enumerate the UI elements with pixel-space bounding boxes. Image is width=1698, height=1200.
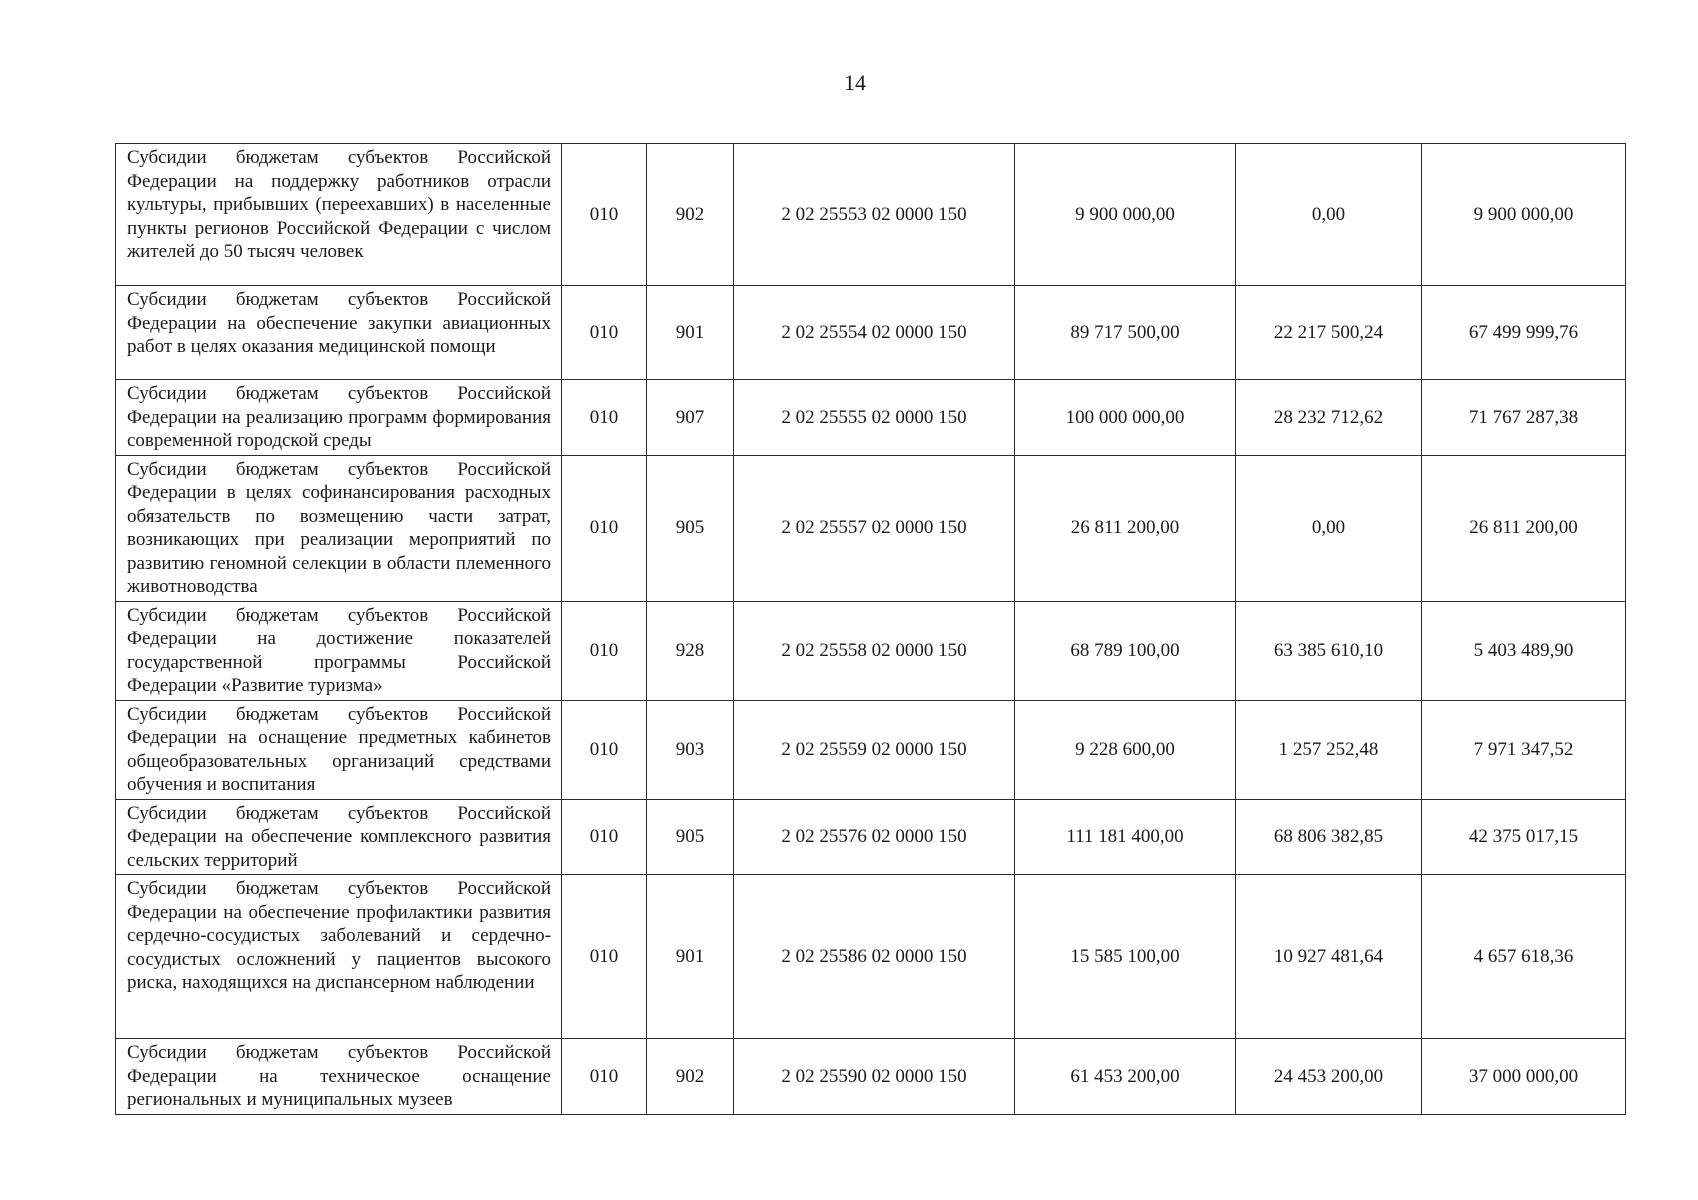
row-remaining: 9 900 000,00 [1422, 144, 1626, 286]
row-code-1: 010 [562, 1039, 647, 1115]
row-description: Субсидии бюджетам субъектов Российской Федерации на обеспечение закупки авиационных работ в целях оказания медицинской помощи [116, 286, 562, 380]
row-executed: 63 385 610,10 [1236, 601, 1422, 700]
row-code-2: 902 [647, 144, 734, 286]
row-executed: 0,00 [1236, 144, 1422, 286]
row-code-2: 905 [647, 455, 734, 601]
subsidies-table [115, 143, 1626, 1115]
row-remaining: 26 811 200,00 [1422, 455, 1626, 601]
row-kbk: 2 02 25557 02 0000 150 [734, 455, 1015, 601]
row-code-1: 010 [562, 700, 647, 799]
row-code-2: 928 [647, 601, 734, 700]
row-kbk: 2 02 25590 02 0000 150 [734, 1039, 1015, 1115]
row-description: Субсидии бюджетам субъектов Российской Федерации на обеспечение комплексного развития сельских территорий [116, 799, 562, 875]
row-description: Субсидии бюджетам субъектов Российской Федерации на реализацию программ формирования современной городской среды [116, 380, 562, 456]
row-code-1: 010 [562, 601, 647, 700]
table-row [116, 380, 1626, 456]
table-row [116, 1039, 1626, 1115]
row-code-2: 901 [647, 286, 734, 380]
row-code-1: 010 [562, 875, 647, 1039]
row-executed: 22 217 500,24 [1236, 286, 1422, 380]
table-row [116, 875, 1626, 1039]
row-remaining: 5 403 489,90 [1422, 601, 1626, 700]
row-description: Субсидии бюджетам субъектов Российской Федерации в целях софинансирования расходных обязательств по возмещению части затрат, возникающих при реализации мероприятий по развитию геномной селекции в области племенного животноводства [116, 455, 562, 601]
table-row [116, 601, 1626, 700]
row-remaining: 71 767 287,38 [1422, 380, 1626, 456]
page-number: 14 [844, 70, 866, 95]
row-kbk: 2 02 25553 02 0000 150 [734, 144, 1015, 286]
row-executed: 28 232 712,62 [1236, 380, 1422, 456]
table-row [116, 799, 1626, 875]
row-code-2: 905 [647, 799, 734, 875]
row-kbk: 2 02 25559 02 0000 150 [734, 700, 1015, 799]
row-planned: 111 181 400,00 [1015, 799, 1236, 875]
row-kbk: 2 02 25554 02 0000 150 [734, 286, 1015, 380]
row-kbk: 2 02 25558 02 0000 150 [734, 601, 1015, 700]
row-description: Субсидии бюджетам субъектов Российской Федерации на достижение показателей государственной программы Российской Федерации «Развитие туризма» [116, 601, 562, 700]
row-planned: 26 811 200,00 [1015, 455, 1236, 601]
row-code-2: 907 [647, 380, 734, 456]
row-code-2: 903 [647, 700, 734, 799]
row-planned: 68 789 100,00 [1015, 601, 1236, 700]
row-remaining: 67 499 999,76 [1422, 286, 1626, 380]
table-row [116, 144, 1626, 286]
table-row [116, 700, 1626, 799]
row-code-1: 010 [562, 380, 647, 456]
row-description: Субсидии бюджетам субъектов Российской Федерации на обеспечение профилактики развития сердечно-сосудистых заболеваний и сердечно-сосудистых осложнений у пациентов высокого риска, находящихся на диспансерном наблюдении [116, 875, 562, 1039]
row-remaining: 4 657 618,36 [1422, 875, 1626, 1039]
table-row [116, 455, 1626, 601]
row-code-1: 010 [562, 455, 647, 601]
row-description: Субсидии бюджетам субъектов Российской Федерации на поддержку работников отрасли культуры, прибывших (переехавших) в населенные пункты регионов Российской Федерации с числом жителей до 50 тысяч человек [116, 144, 562, 286]
row-description: Субсидии бюджетам субъектов Российской Федерации на оснащение предметных кабинетов общеобразовательных организаций средствами обучения и воспитания [116, 700, 562, 799]
row-executed: 1 257 252,48 [1236, 700, 1422, 799]
row-remaining: 37 000 000,00 [1422, 1039, 1626, 1115]
row-kbk: 2 02 25576 02 0000 150 [734, 799, 1015, 875]
row-planned: 15 585 100,00 [1015, 875, 1236, 1039]
row-planned: 89 717 500,00 [1015, 286, 1236, 380]
row-executed: 24 453 200,00 [1236, 1039, 1422, 1115]
row-executed: 0,00 [1236, 455, 1422, 601]
row-code-2: 902 [647, 1039, 734, 1115]
row-planned: 61 453 200,00 [1015, 1039, 1236, 1115]
row-planned: 9 900 000,00 [1015, 144, 1236, 286]
row-executed: 68 806 382,85 [1236, 799, 1422, 875]
row-kbk: 2 02 25555 02 0000 150 [734, 380, 1015, 456]
row-code-1: 010 [562, 144, 647, 286]
row-kbk: 2 02 25586 02 0000 150 [734, 875, 1015, 1039]
row-code-1: 010 [562, 799, 647, 875]
row-planned: 100 000 000,00 [1015, 380, 1236, 456]
row-code-1: 010 [562, 286, 647, 380]
row-planned: 9 228 600,00 [1015, 700, 1236, 799]
row-remaining: 42 375 017,15 [1422, 799, 1626, 875]
row-description: Субсидии бюджетам субъектов Российской Федерации на техническое оснащение региональных и муниципальных музеев [116, 1039, 562, 1115]
table-row [116, 286, 1626, 380]
row-executed: 10 927 481,64 [1236, 875, 1422, 1039]
row-code-2: 901 [647, 875, 734, 1039]
row-remaining: 7 971 347,52 [1422, 700, 1626, 799]
